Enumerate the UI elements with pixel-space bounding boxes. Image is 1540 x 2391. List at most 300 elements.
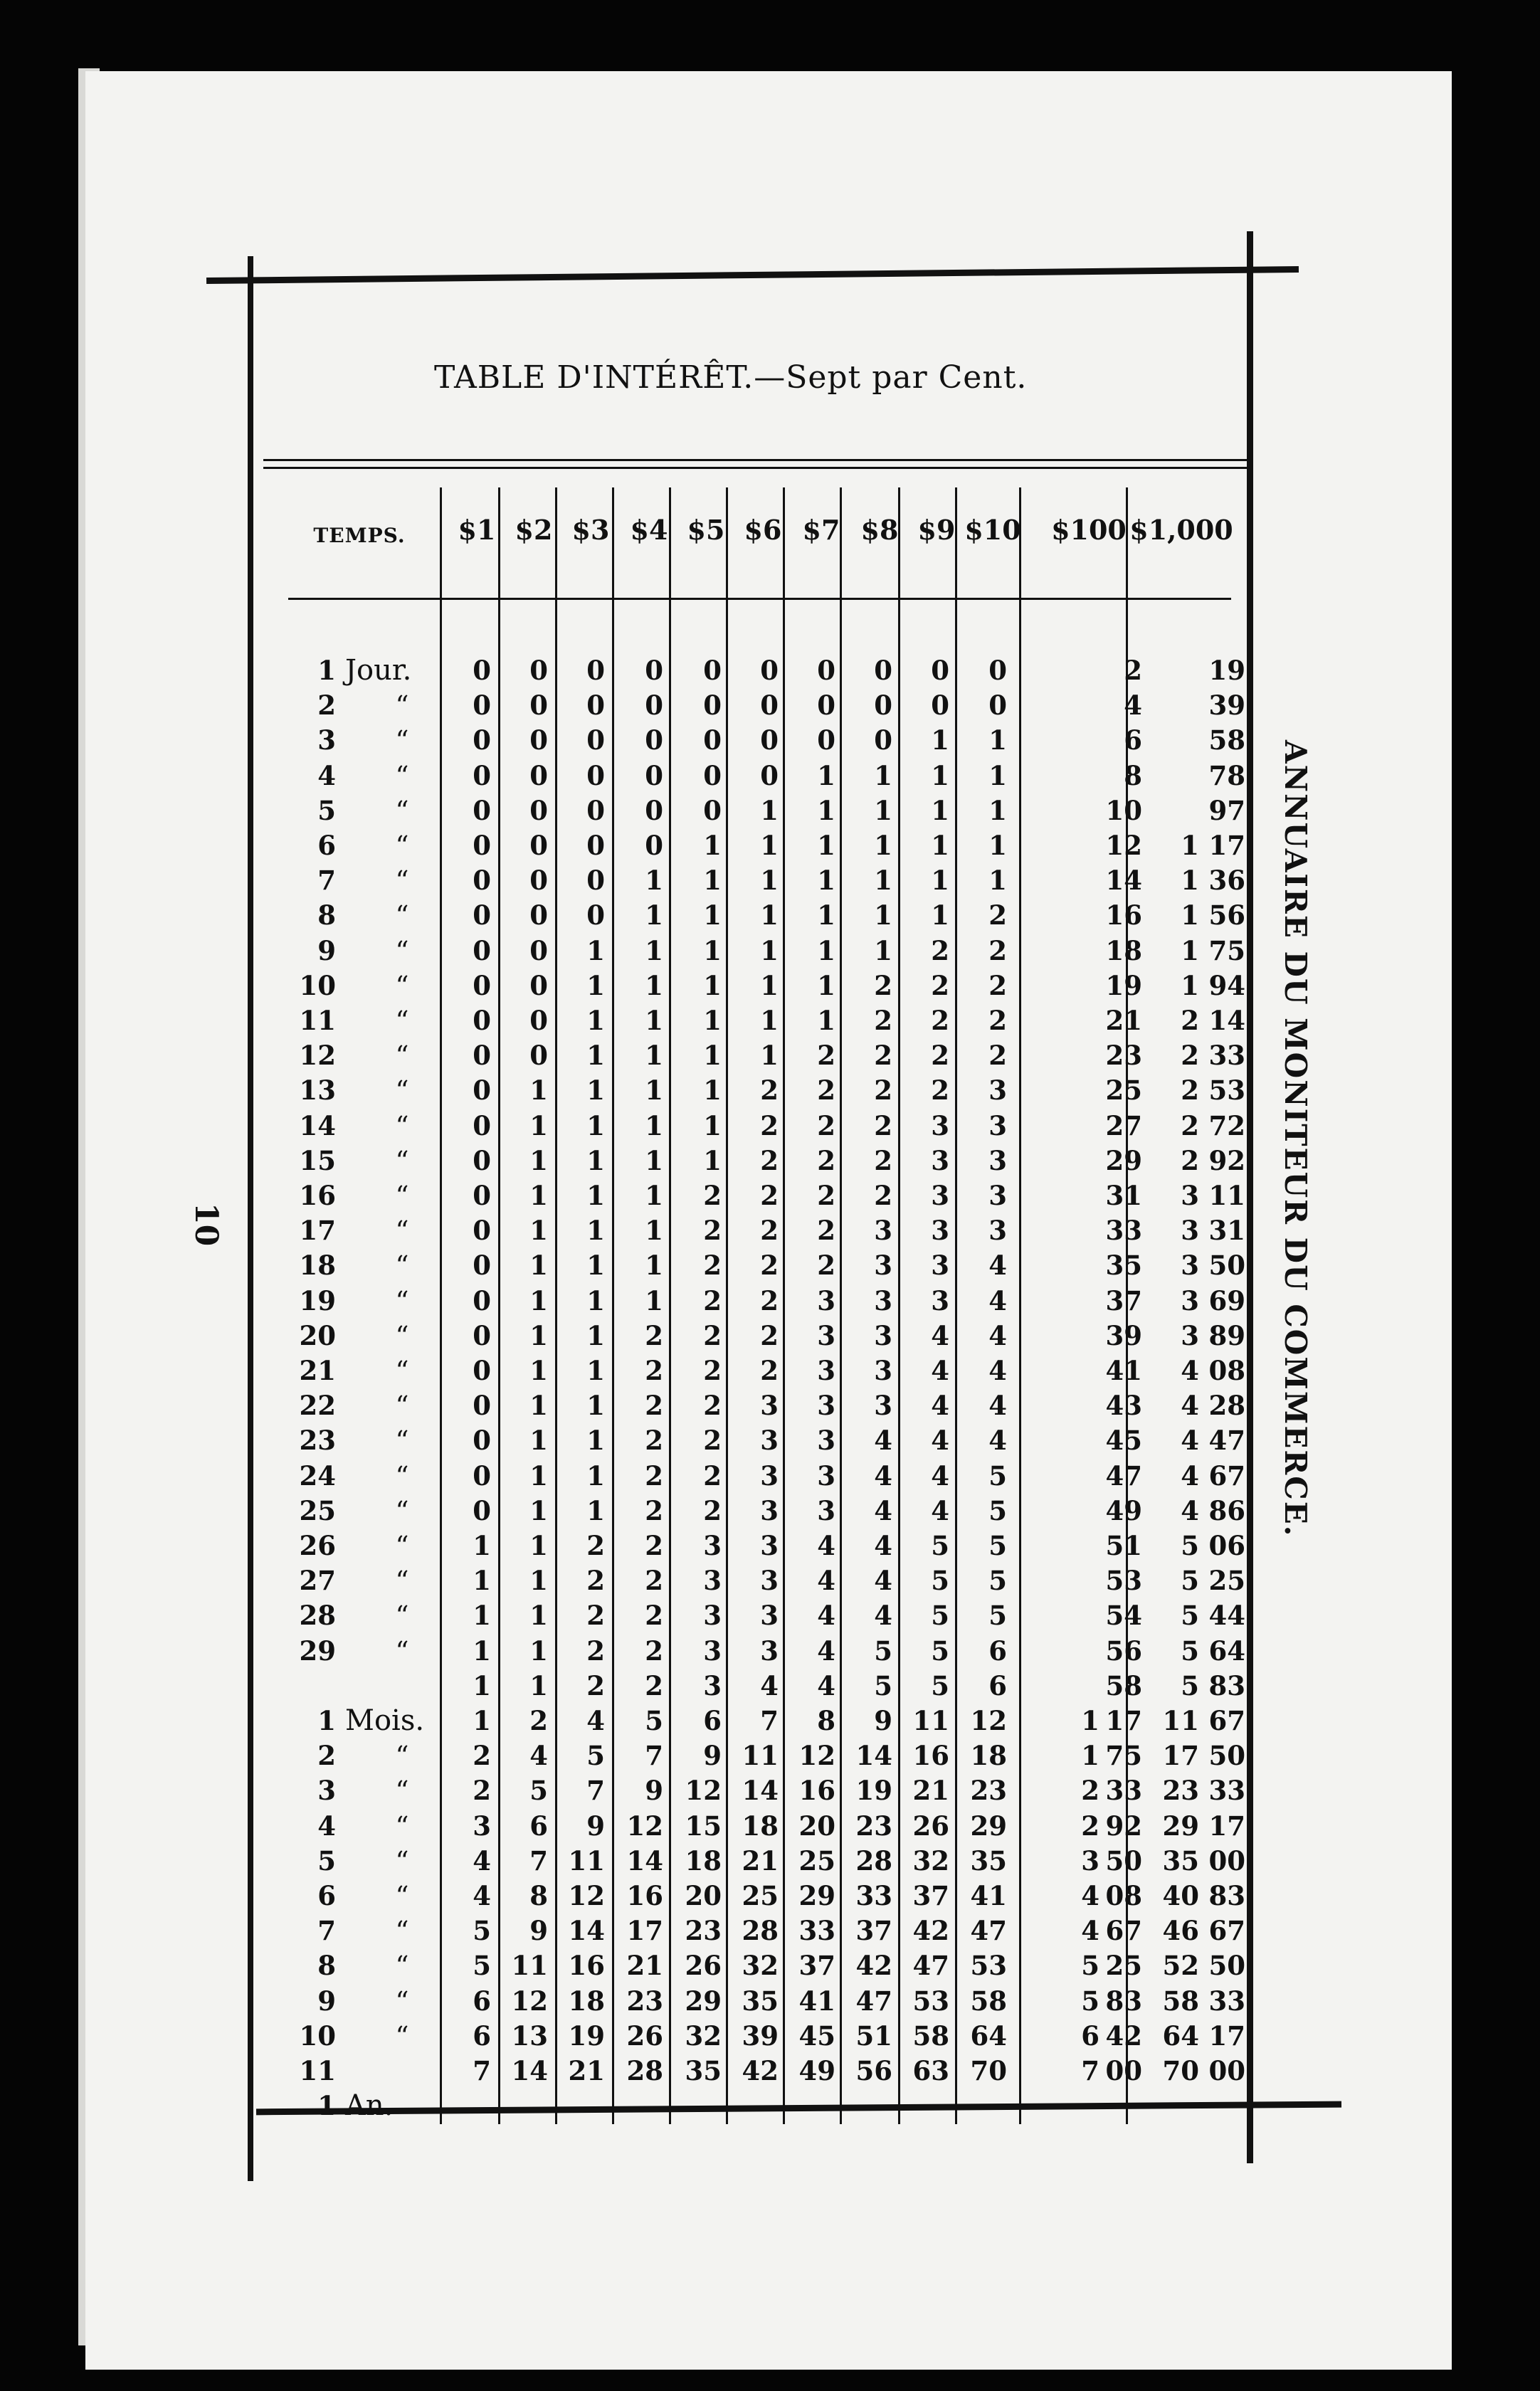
table-cell: 29 — [1162, 1810, 1199, 1842]
time-number: 10 — [299, 969, 336, 1001]
table-cell: 8 — [529, 1880, 548, 1911]
table-cell: 1 — [817, 794, 835, 826]
table-cell: 3 — [703, 1600, 722, 1632]
table-cell: 1 — [586, 1040, 605, 1072]
table-cell: 1 — [473, 1600, 491, 1632]
table-cell: 47 — [1105, 1460, 1142, 1492]
time-number: 20 — [299, 1319, 336, 1351]
table-cell: 2 — [645, 1669, 663, 1701]
table-cell: 1 — [529, 1565, 548, 1597]
table-cell: 50 — [1208, 1740, 1245, 1772]
table-cell: 4 — [874, 1460, 892, 1492]
table-cell: 4 — [988, 1425, 1007, 1457]
table-cell: 0 — [586, 724, 605, 756]
table-cell: 0 — [586, 655, 605, 686]
table-cell: 1 — [586, 1355, 605, 1386]
ditto-mark: “ — [395, 900, 409, 931]
table-cell: 0 — [760, 759, 779, 791]
ditto-mark: “ — [395, 1075, 409, 1107]
table-cell: 0 — [645, 655, 663, 686]
table-cell: 3 — [988, 1075, 1007, 1107]
running-title: ANNUAIRE DU MONITEUR DU COMMERCE. — [1278, 740, 1313, 1538]
page-title: TABLE D'INTÉRÊT.—Sept par Cent. — [434, 359, 1028, 396]
table-cell: 1 — [703, 1040, 722, 1072]
table-cell: 3 — [703, 1565, 722, 1597]
table-cell: 4 — [586, 1705, 605, 1736]
table-cell: 2 — [817, 1180, 835, 1211]
table-cell: 3 — [988, 1109, 1007, 1141]
table-cell: 1 — [586, 1319, 605, 1351]
table-cell: 8 — [1124, 759, 1142, 791]
table-cell: 0 — [473, 1075, 491, 1107]
table-cell: 3 — [473, 1810, 491, 1842]
header-bottom-rule — [288, 598, 1231, 600]
table-cell: 2 — [1124, 655, 1142, 686]
table-cell: 23 — [626, 1985, 663, 2017]
table-cell: 19 — [1208, 655, 1245, 686]
table-cell: 37 — [1105, 1284, 1142, 1316]
time-number: 3 — [317, 1775, 336, 1807]
table-cell: 37 — [855, 1915, 892, 1947]
table-cell: 3 — [874, 1215, 892, 1247]
table-cell: 1 — [817, 865, 835, 897]
table-cell: 17 — [1208, 830, 1245, 861]
table-cell: 0 — [529, 899, 548, 931]
table-cell: 0 — [645, 794, 663, 826]
table-cell: 4 — [1081, 1880, 1099, 1911]
table-cell: 23 — [1162, 1775, 1199, 1807]
table-cell: 1 — [874, 759, 892, 791]
table-cell: 5 — [988, 1460, 1007, 1492]
time-number: 16 — [299, 1180, 336, 1211]
table-cell: 4 — [1124, 690, 1142, 722]
table-cell: 5 — [586, 1740, 605, 1772]
table-cell: 0 — [473, 1355, 491, 1386]
time-number: 15 — [299, 1144, 336, 1176]
table-cell: 1 — [760, 1040, 779, 1072]
table-cell: 2 — [1081, 1810, 1099, 1842]
column-header-time: TEMPS. — [313, 524, 406, 547]
table-cell: 27 — [1105, 1109, 1142, 1141]
table-cell: 0 — [473, 690, 491, 722]
table-cell: 3 — [988, 1144, 1007, 1176]
time-unit: Mois. — [345, 1704, 425, 1737]
table-cell: 75 — [1208, 934, 1245, 966]
ditto-mark: “ — [395, 1985, 409, 2017]
table-cell: 3 — [760, 1530, 779, 1561]
table-cell: 2 — [586, 1635, 605, 1667]
table-cell: 4 — [931, 1355, 949, 1386]
table-cell: 1 — [645, 865, 663, 897]
table-cell: 0 — [586, 759, 605, 791]
table-cell: 1 — [529, 1635, 548, 1667]
table-cell: 37 — [798, 1950, 835, 1982]
table-cell: 1 — [586, 1250, 605, 1282]
table-cell: 00 — [1208, 2055, 1245, 2086]
table-cell: 53 — [1105, 1565, 1142, 1597]
table-cell: 39 — [742, 2020, 779, 2052]
table-cell: 4 — [874, 1530, 892, 1561]
table-cell: 1 — [1181, 899, 1199, 931]
table-cell: 0 — [703, 724, 722, 756]
table-cell: 4 — [1081, 1915, 1099, 1947]
table-cell: 2 — [760, 1250, 779, 1282]
table-cell: 92 — [1105, 1810, 1142, 1842]
column-header: $1,000 — [1129, 514, 1233, 546]
table-cell: 0 — [529, 759, 548, 791]
table-cell: 2 — [874, 1075, 892, 1107]
time-number: 3 — [317, 724, 336, 756]
table-cell: 67 — [1105, 1915, 1142, 1947]
ditto-mark: “ — [395, 1110, 409, 1141]
table-cell: 8 — [817, 1705, 835, 1736]
table-cell: 23 — [685, 1915, 722, 1947]
table-cell: 0 — [703, 759, 722, 791]
table-cell: 49 — [798, 2055, 835, 2086]
time-number: 6 — [317, 830, 336, 861]
table-cell: 23 — [970, 1775, 1007, 1807]
table-cell: 0 — [703, 655, 722, 686]
table-cell: 1 — [529, 1669, 548, 1701]
table-cell: 0 — [817, 655, 835, 686]
table-cell: 2 — [760, 1215, 779, 1247]
table-cell: 1 — [586, 1109, 605, 1141]
table-cell: 2 — [931, 969, 949, 1001]
table-cell: 1 — [874, 899, 892, 931]
table-cell: 6 — [703, 1705, 722, 1736]
table-cell: 45 — [798, 2020, 835, 2052]
column-divider — [1019, 487, 1021, 2124]
column-header: $4 — [630, 514, 668, 546]
table-cell: 1 — [931, 865, 949, 897]
table-cell: 70 — [1162, 2055, 1199, 2086]
table-cell: 5 — [988, 1565, 1007, 1597]
table-cell: 17 — [626, 1915, 663, 1947]
table-cell: 32 — [685, 2020, 722, 2052]
column-divider — [840, 487, 842, 2124]
ditto-mark: “ — [395, 1006, 409, 1036]
time-number: 13 — [299, 1075, 336, 1107]
column-header: $9 — [917, 514, 956, 546]
table-cell: 2 — [703, 1215, 722, 1247]
table-cell: 4 — [817, 1530, 835, 1561]
table-cell: 2 — [586, 1565, 605, 1597]
table-cell: 41 — [798, 1985, 835, 2017]
table-cell: 1 — [874, 794, 892, 826]
table-cell: 1 — [529, 1355, 548, 1386]
table-cell: 1 — [1081, 1705, 1099, 1736]
table-cell: 58 — [1208, 724, 1245, 756]
ditto-mark: “ — [395, 865, 409, 897]
ditto-mark: “ — [395, 2020, 409, 2052]
table-cell: 3 — [817, 1319, 835, 1351]
table-cell: 20 — [685, 1880, 722, 1911]
table-cell: 4 — [988, 1355, 1007, 1386]
table-cell: 2 — [586, 1669, 605, 1701]
table-cell: 2 — [874, 1144, 892, 1176]
table-cell: 1 — [473, 1705, 491, 1736]
table-cell: 1 — [760, 794, 779, 826]
table-cell: 0 — [473, 1109, 491, 1141]
table-cell: 5 — [1181, 1600, 1199, 1632]
table-cell: 35 — [742, 1985, 779, 2017]
table-cell: 1 — [645, 899, 663, 931]
time-number: 18 — [299, 1250, 336, 1282]
table-cell: 1 — [817, 759, 835, 791]
table-cell: 1 — [703, 934, 722, 966]
table-cell: 47 — [855, 1985, 892, 2017]
time-number: 14 — [299, 1109, 336, 1141]
table-cell: 33 — [798, 1915, 835, 1947]
table-cell: 19 — [1105, 969, 1142, 1001]
time-number: 10 — [299, 2020, 336, 2052]
table-cell: 6 — [529, 1810, 548, 1842]
table-cell: 3 — [931, 1144, 949, 1176]
table-cell: 4 — [473, 1880, 491, 1911]
table-cell: 4 — [988, 1390, 1007, 1422]
table-cell: 67 — [1208, 1915, 1245, 1947]
table-cell: 1 — [703, 1144, 722, 1176]
table-cell: 2 — [874, 1109, 892, 1141]
table-cell: 1 — [703, 969, 722, 1001]
table-cell: 5 — [874, 1669, 892, 1701]
table-cell: 2 — [645, 1530, 663, 1561]
table-cell: 1 — [473, 1530, 491, 1561]
ditto-mark: “ — [395, 1250, 409, 1282]
table-cell: 3 — [703, 1669, 722, 1701]
table-cell: 58 — [970, 1985, 1007, 2017]
table-cell: 2 — [931, 1005, 949, 1036]
time-number: 21 — [299, 1355, 336, 1386]
table-cell: 56 — [1105, 1635, 1142, 1667]
table-cell: 47 — [1208, 1425, 1245, 1457]
table-cell: 1 — [473, 1565, 491, 1597]
ditto-mark: “ — [395, 1145, 409, 1176]
table-cell: 18 — [568, 1985, 605, 2017]
table-cell: 2 — [473, 1775, 491, 1807]
ditto-mark: “ — [395, 935, 409, 966]
table-cell: 1 — [874, 934, 892, 966]
table-cell: 1 — [817, 969, 835, 1001]
table-cell: 0 — [473, 1425, 491, 1457]
ditto-mark: “ — [395, 1775, 409, 1807]
table-cell: 12 — [568, 1880, 605, 1911]
table-cell: 11 — [912, 1705, 949, 1736]
table-cell: 5 — [988, 1530, 1007, 1561]
table-cell: 0 — [529, 724, 548, 756]
table-cell: 0 — [874, 655, 892, 686]
table-cell: 56 — [855, 2055, 892, 2086]
table-cell: 46 — [1162, 1915, 1199, 1947]
table-cell: 0 — [473, 759, 491, 791]
table-cell: 1 — [1181, 830, 1199, 861]
table-cell: 21 — [626, 1950, 663, 1982]
table-cell: 0 — [473, 1494, 491, 1526]
table-cell: 67 — [1208, 1705, 1245, 1736]
table-cell: 3 — [874, 1284, 892, 1316]
table-cell: 5 — [1181, 1669, 1199, 1701]
table-cell: 2 — [988, 1040, 1007, 1072]
table-cell: 2 — [703, 1390, 722, 1422]
table-cell: 0 — [473, 899, 491, 931]
table-cell: 1 — [645, 1005, 663, 1036]
ditto-mark: “ — [395, 1741, 409, 1772]
table-cell: 0 — [988, 690, 1007, 722]
table-cell: 50 — [1208, 1250, 1245, 1282]
table-cell: 1 — [529, 1390, 548, 1422]
table-cell: 1 — [703, 1005, 722, 1036]
table-cell: 21 — [1105, 1005, 1142, 1036]
table-cell: 16 — [912, 1740, 949, 1772]
table-cell: 64 — [1162, 2020, 1199, 2052]
table-cell: 7 — [1081, 2055, 1099, 2086]
table-cell: 5 — [1181, 1565, 1199, 1597]
table-cell: 1 — [760, 969, 779, 1001]
table-cell: 9 — [529, 1915, 548, 1947]
table-cell: 0 — [586, 794, 605, 826]
table-cell: 3 — [817, 1284, 835, 1316]
table-cell: 0 — [473, 1144, 491, 1176]
table-cell: 35 — [1105, 1250, 1142, 1282]
table-cell: 6 — [988, 1635, 1007, 1667]
table-cell: 2 — [874, 1040, 892, 1072]
table-cell: 0 — [586, 865, 605, 897]
table-cell: 2 — [703, 1180, 722, 1211]
table-cell: 3 — [1181, 1319, 1199, 1351]
table-cell: 2 — [645, 1494, 663, 1526]
table-cell: 11 — [742, 1740, 779, 1772]
table-cell: 1 — [586, 934, 605, 966]
table-cell: 11 — [568, 1844, 605, 1877]
table-cell: 5 — [874, 1635, 892, 1667]
table-cell: 7 — [586, 1775, 605, 1807]
table-cell: 3 — [760, 1600, 779, 1632]
table-cell: 1 — [703, 899, 722, 931]
table-cell: 1 — [529, 1215, 548, 1247]
time-number: 4 — [317, 1810, 336, 1842]
header-top-rule — [263, 459, 1252, 461]
time-number: 11 — [299, 1005, 336, 1036]
table-cell: 58 — [1105, 1669, 1142, 1701]
table-cell: 29 — [1105, 1144, 1142, 1176]
table-cell: 52 — [1162, 1950, 1199, 1982]
column-divider — [783, 487, 785, 2124]
table-cell: 0 — [817, 690, 835, 722]
table-cell: 1 — [529, 1075, 548, 1107]
table-cell: 53 — [970, 1950, 1007, 1982]
table-cell: 4 — [931, 1425, 949, 1457]
table-cell: 1 — [529, 1425, 548, 1457]
table-cell: 19 — [855, 1775, 892, 1807]
table-cell: 0 — [645, 830, 663, 861]
table-cell: 2 — [817, 1040, 835, 1072]
table-cell: 25 — [742, 1880, 779, 1911]
table-cell: 16 — [798, 1775, 835, 1807]
table-cell: 1 — [529, 1180, 548, 1211]
column-header: $1 — [458, 514, 496, 546]
ditto-mark: “ — [395, 1635, 409, 1667]
ditto-mark: “ — [395, 1181, 409, 1211]
column-header: $2 — [515, 514, 553, 546]
table-cell: 1 — [817, 830, 835, 861]
table-cell: 11 — [511, 1950, 548, 1982]
table-cell: 67 — [1208, 1460, 1245, 1492]
table-cell: 0 — [703, 690, 722, 722]
table-cell: 1 — [988, 724, 1007, 756]
time-number: 5 — [317, 1844, 336, 1877]
table-cell: 13 — [511, 2020, 548, 2052]
table-cell: 49 — [1105, 1494, 1142, 1526]
table-cell: 19 — [568, 2020, 605, 2052]
time-number: 1 — [317, 2090, 336, 2122]
table-cell: 31 — [1105, 1180, 1142, 1211]
table-cell: 43 — [1105, 1390, 1142, 1422]
table-cell: 4 — [1181, 1355, 1199, 1386]
table-cell: 2 — [760, 1109, 779, 1141]
table-cell: 1 — [760, 865, 779, 897]
table-cell: 9 — [703, 1740, 722, 1772]
table-cell: 4 — [931, 1390, 949, 1422]
table-cell: 39 — [1105, 1319, 1142, 1351]
table-cell: 9 — [586, 1810, 605, 1842]
table-cell: 6 — [473, 2020, 491, 2052]
table-cell: 14 — [511, 2055, 548, 2086]
time-number: 26 — [299, 1530, 336, 1561]
column-header: $100 — [1051, 514, 1127, 546]
ditto-mark: “ — [395, 1460, 409, 1492]
table-cell: 1 — [988, 759, 1007, 791]
table-cell: 2 — [931, 934, 949, 966]
table-cell: 58 — [912, 2020, 949, 2052]
ditto-mark: “ — [395, 1390, 409, 1422]
table-cell: 4 — [1181, 1390, 1199, 1422]
ditto-mark: “ — [395, 1285, 409, 1316]
table-cell: 1 — [1181, 934, 1199, 966]
table-cell: 1 — [760, 899, 779, 931]
table-cell: 0 — [645, 690, 663, 722]
table-cell: 0 — [473, 1040, 491, 1072]
table-cell: 11 — [1208, 1180, 1245, 1211]
table-cell: 06 — [1208, 1530, 1245, 1561]
left-border-rule — [248, 256, 253, 2181]
table-cell: 2 — [703, 1250, 722, 1282]
table-cell: 4 — [874, 1494, 892, 1526]
table-cell: 0 — [874, 690, 892, 722]
table-cell: 0 — [529, 1040, 548, 1072]
table-cell: 0 — [529, 1005, 548, 1036]
table-cell: 3 — [760, 1390, 779, 1422]
table-cell: 9 — [645, 1775, 663, 1807]
table-cell: 2 — [703, 1425, 722, 1457]
table-cell: 1 — [586, 1180, 605, 1211]
table-cell: 3 — [817, 1425, 835, 1457]
table-cell: 4 — [817, 1669, 835, 1701]
table-cell: 18 — [970, 1740, 1007, 1772]
table-cell: 45 — [1105, 1425, 1142, 1457]
table-cell: 2 — [1181, 1005, 1199, 1036]
table-cell: 0 — [473, 934, 491, 966]
table-cell: 3 — [817, 1390, 835, 1422]
time-number: 28 — [299, 1600, 336, 1632]
table-cell: 2 — [586, 1600, 605, 1632]
table-cell: 7 — [529, 1844, 548, 1877]
table-cell: 0 — [760, 655, 779, 686]
table-cell: 14 — [855, 1740, 892, 1772]
table-cell: 1 — [586, 1284, 605, 1316]
table-cell: 3 — [988, 1215, 1007, 1247]
table-cell: 1 — [874, 865, 892, 897]
table-cell: 0 — [645, 724, 663, 756]
